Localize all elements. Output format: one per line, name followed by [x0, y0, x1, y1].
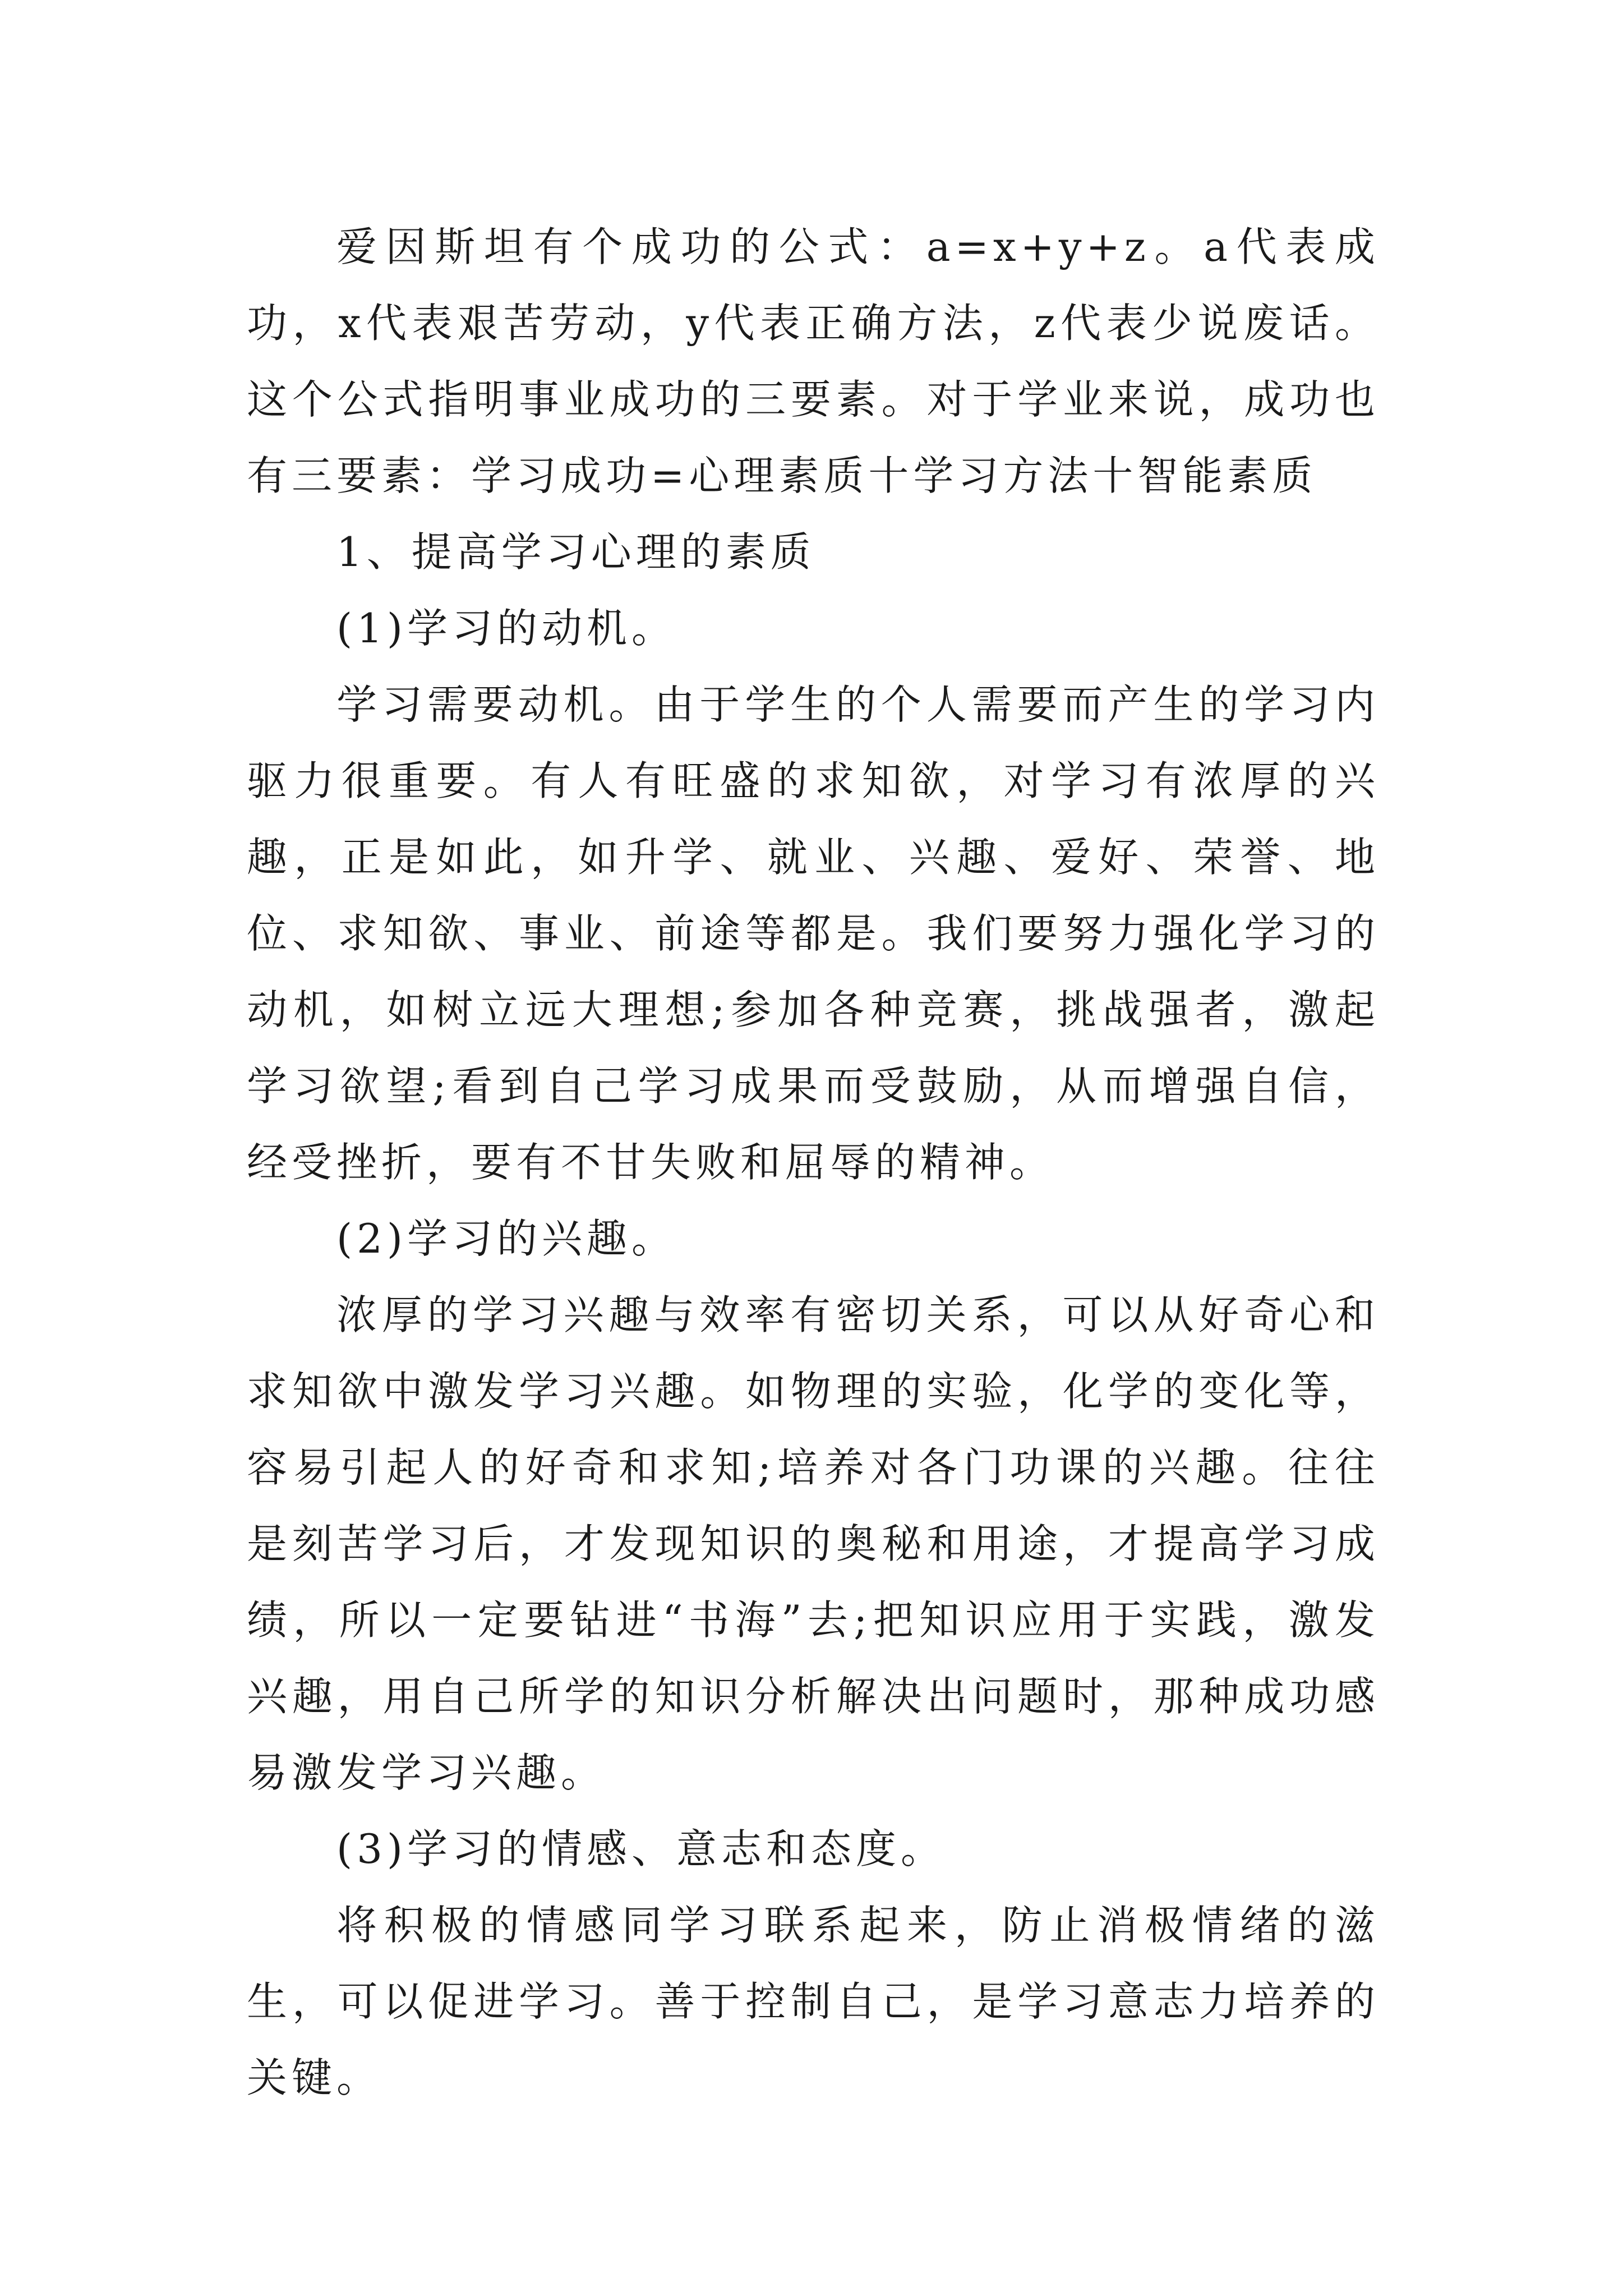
paragraph-einstein-formula: 爱因斯坦有个成功的公式：a=x+y+z。a代表成功，x代表艰苦劳动，y代表正确方法，z代表少说废话。这个公式指明事业成功的三要素。对于学业来说，成功也有三要素：学习成功=心理素质十学习方法十智能素质 — [247, 223, 1380, 499]
paragraph-learning-emotion: 将积极的情感同学习联系起来，防止消极情绪的滋生，可以促进学习。善于控制自己，是学习意志力培养的关键。 — [247, 1902, 1380, 2101]
heading-improve-learning-psychology: 1、提高学习心理的素质 — [336, 528, 815, 576]
paragraph-learning-motivation: 学习需要动机。由于学生的个人需要而产生的学习内驱力很重要。有人有旺盛的求知欲，对学习有浓厚的兴趣，正是如此，如升学、就业、兴趣、爱好、荣誉、地位、求知欲、事业、前途等都是。我们要努力强化学习的动机，如树立远大理想;参加各种竞赛，挑战强者，激起学习欲望;看到自己学习成果而受鼓励，从而增强自信，经受挫折，要有不甘失败和屈辱的精神。 — [247, 681, 1380, 1186]
subheading-learning-interest: (2)学习的兴趣。 — [336, 1215, 676, 1262]
document-body — [247, 209, 1380, 2116]
paragraph-learning-interest: 浓厚的学习兴趣与效率有密切关系，可以从好奇心和求知欲中激发学习兴趣。如物理的实验，化学的变化等，容易引起人的好奇和求知;培养对各门功课的兴趣。往往是刻苦学习后，才发现知识的奥秘和用途，才提高学习成绩，所以一定要钻进“书海”去;把知识应用于实践，激发兴趣，用自己所学的知识分析解决出问题时，那种成功感易激发学习兴趣。 — [247, 1291, 1380, 1796]
subheading-learning-motivation: (1)学习的动机。 — [336, 605, 676, 652]
subheading-learning-emotion: (3)学习的情感、意志和态度。 — [336, 1825, 946, 1872]
